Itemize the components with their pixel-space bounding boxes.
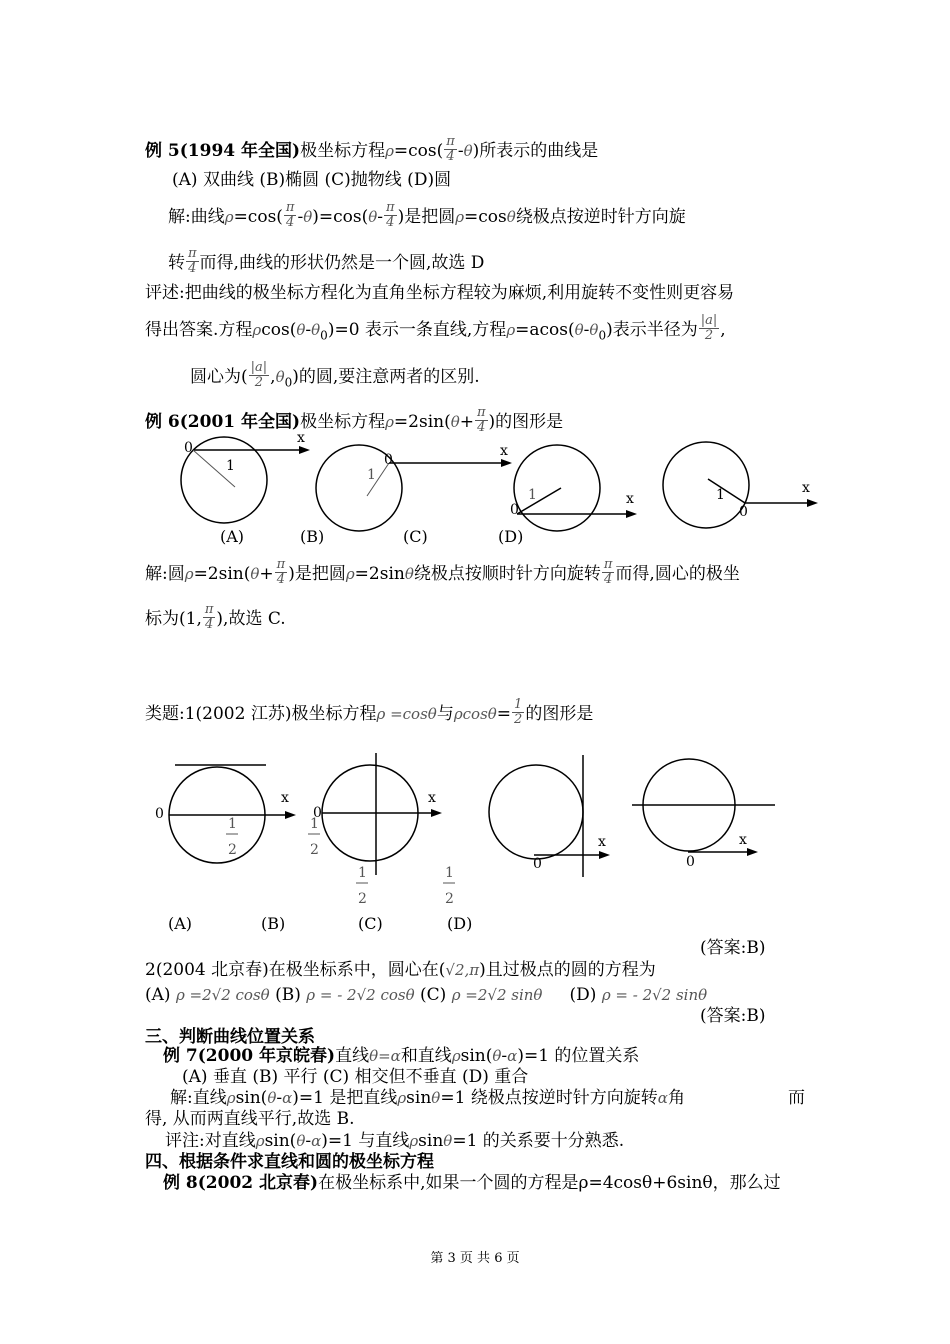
ex6-label-c: (C): [403, 527, 428, 546]
svg-text:0: 0: [384, 452, 393, 468]
svg-text:1: 1: [528, 487, 537, 503]
t1-label-d: (D): [447, 914, 473, 933]
svg-text:x: x: [626, 491, 634, 507]
ex6-label-a: (A): [220, 527, 245, 546]
sec4-title: 四、根据条件求直线和圆的极坐标方程: [145, 1152, 434, 1172]
svg-text:1: 1: [358, 865, 367, 881]
ex6-solution: 解:圆ρ=2sin(θ+ $\frac{\pi}{4}$ )是把圆ρ=2sinθ绕极点按顺时针方向旋转 $\frac{\pi}{4}$ 而得,圆心的极坐: [145, 557, 740, 587]
t1-label-b: (B): [261, 914, 286, 933]
svg-text:1: 1: [226, 458, 235, 474]
svg-text:0: 0: [533, 856, 542, 872]
svg-text:x: x: [739, 832, 747, 848]
t2-question: 2(2004 北京春)在极坐标系中，圆心在(√2,π)且过极点的圆的方程为: [145, 960, 656, 980]
svg-text:2: 2: [445, 891, 454, 907]
svg-text:1: 1: [228, 816, 237, 832]
ex7-solution-2: 得, 从而两直线平行,故选 B.: [145, 1109, 355, 1129]
ex5-solution-2: 转 $\frac{\pi}{4}$ 而得,曲线的形状仍然是一个圆,故选 D: [168, 246, 485, 276]
ex7-solution: 解:直线ρsin(θ-α)=1 是把直线ρsinθ=1 绕极点按逆时针方向旋转α角: [170, 1088, 685, 1108]
svg-text:2: 2: [310, 842, 319, 858]
t2-answer: (答案:B): [700, 1006, 766, 1026]
svg-text:1: 1: [310, 816, 319, 832]
svg-text:2: 2: [358, 891, 367, 907]
ex6-label-b: (B): [300, 527, 325, 546]
svg-text:1: 1: [445, 865, 454, 881]
t1-label-a: (A): [168, 914, 193, 933]
ex7-question: 例 7(2000 年京皖春)直线θ=α和直线ρsin(θ-α)=1 的位置关系: [163, 1046, 640, 1066]
ex5-review-1: 评述:把曲线的极坐标方程化为直角坐标方程较为麻烦,利用旋转不变性则更容易: [145, 283, 735, 303]
svg-text:x: x: [297, 430, 305, 446]
ex5-review-2: 得出答案.方程$\rho\cos(\theta-\theta_0)=0$ 表示一条直线,方程$\rho=acos(\theta-\theta_0)$表示半径为 $\frac{|a|}{2}$ ,: [145, 313, 726, 343]
ex5-solution: 解:曲线ρ=cos( $\frac{\pi}{4}$ -θ)=cos(θ- $\frac{\pi}{4}$ )是把圆ρ=cosθ绕极点按逆时针方向旋: [168, 200, 686, 230]
svg-text:0: 0: [510, 502, 519, 518]
ex7-review: 评注:对直线ρsin(θ-α)=1 与直线ρsinθ=1 的关系要十分熟悉.: [165, 1131, 625, 1151]
svg-text:1: 1: [367, 467, 376, 483]
ex6-question: 例 6(2001 年全国)极坐标方程ρ=2sin(θ+ $\frac{\pi}{4}$ )的图形是: [145, 405, 564, 435]
ex5-question: 例 5(1994 年全国)极坐标方程ρ=cos( $\frac{\pi}{4}$ -θ)所表示的曲线是: [145, 134, 599, 164]
svg-text:x: x: [281, 790, 289, 806]
t1-answer: (答案:B): [700, 938, 766, 958]
t1-label-c: (C): [358, 914, 383, 933]
page-footer: 第 3 页 共 6 页: [430, 1251, 520, 1266]
ex8-question: 例 8(2002 北京春)在极坐标系中,如果一个圆的方程是ρ=4cosθ+6sinθ，那么过: [163, 1173, 781, 1193]
t1-figures: [0, 745, 950, 940]
ex6-label-d: (D): [498, 527, 524, 546]
t1-question: 类题:1(2002 江苏)极坐标方程ρ =cosθ与ρcosθ= $\frac{1}{2}$ 的图形是: [145, 697, 594, 727]
svg-text:1: 1: [716, 487, 725, 503]
t2-options: (A) ρ =2√2 cosθ (B) ρ = - 2√2 cosθ (C) ρ =2√2 sinθ (D) ρ = - 2√2 sinθ: [145, 985, 708, 1005]
ex5-head: 例 5(1994 年全国): [145, 141, 301, 161]
svg-text:x: x: [500, 443, 508, 459]
svg-text:x: x: [598, 834, 606, 850]
ex6-solution-2: 标为(1, $\frac{\pi}{4}$ ),故选 C.: [145, 602, 286, 632]
svg-text:0: 0: [184, 440, 193, 456]
svg-text:0: 0: [686, 854, 695, 870]
svg-text:x: x: [428, 790, 436, 806]
ex7-solution-tail: 而: [788, 1088, 805, 1108]
svg-text:x: x: [802, 480, 810, 496]
ex7-options: (A) 垂直 (B) 平行 (C) 相交但不垂直 (D) 重合: [182, 1067, 529, 1087]
ex5-options: (A) 双曲线 (B)椭圆 (C)抛物线 (D)圆: [172, 170, 452, 190]
ex5-review-3: 圆心为( $\frac{|a|}{2}$ $,\theta_0$)的圆,要注意两者的区别.: [190, 360, 480, 390]
svg-text:0: 0: [155, 806, 164, 822]
ex6-figures: [0, 430, 950, 550]
svg-text:0: 0: [313, 805, 322, 821]
sec3-title: 三、判断曲线位置关系: [145, 1027, 315, 1047]
svg-text:2: 2: [228, 842, 237, 858]
svg-text:0: 0: [739, 504, 748, 520]
